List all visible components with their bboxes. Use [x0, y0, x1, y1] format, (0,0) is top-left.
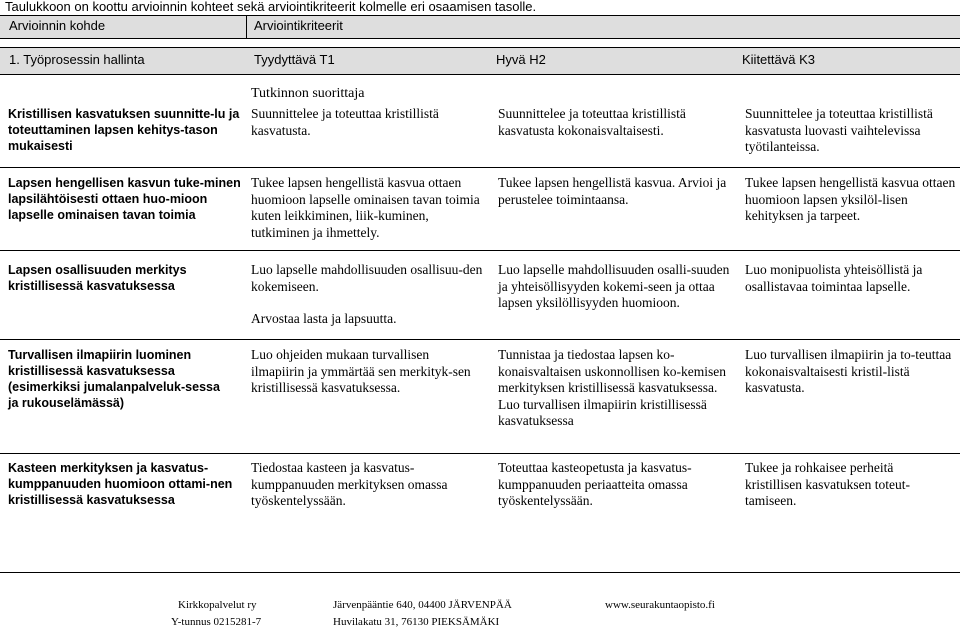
row1-h2 [498, 106, 730, 139]
row1-k3 [745, 106, 957, 156]
row4-h2-text-1: Tunnistaa ja tiedostaa lapsen ko-konaisvaltaisen uskonnollisen ko-kemisen merkityksen kristillisessä kasvatuksessa. [498, 347, 726, 395]
row3-h2 [498, 262, 730, 312]
criterion-3: Lapsen osallisuuden merkitys kristillisessä kasvatuksessa [8, 263, 187, 293]
rule-row-2 [0, 250, 960, 251]
level-k3-header: Kiitettävä K3 [742, 52, 815, 67]
row2-k3-text: Tukee lapsen hengellistä kasvua ottaen huomioon lapsen yksilöl-lisen kehityksen ja tarpeet. [745, 175, 956, 223]
rule-bottom [0, 572, 960, 573]
row5-h2-text: Toteuttaa kasteopetusta ja kasvatus-kumppanuuden periaatteita omassa työskentelyssään. [498, 460, 692, 508]
footer-address-1: Järvenpääntie 640, 04400 JÄRVENPÄÄ [333, 599, 512, 611]
row2-t1 [251, 175, 483, 241]
row4-k3 [745, 347, 957, 397]
footer-ytunnus: Y-tunnus 0215281-7 [171, 616, 262, 628]
rule-row-3 [0, 339, 960, 340]
row3-k3-text: Luo monipuolista yhteisöllistä ja osallistavaa toimintaa lapselle. [745, 262, 923, 294]
rule-top [0, 15, 960, 16]
row4-t1-text: Luo ohjeiden mukaan turvallisen ilmapiirin ja ymmärtää sen merkityk-sen kristillisessä kasvatuksessa. [251, 347, 471, 395]
criterion-1: Kristillisen kasvatuksen suunnitte-lu ja toteuttaminen lapsen kehitys-tason mukaisesti [8, 107, 240, 153]
row5-k3 [745, 460, 945, 510]
rule-row-1 [0, 167, 960, 168]
header-divider [246, 15, 247, 39]
row3-t1-text-1: Luo lapselle mahdollisuuden osallisuu-den kokemiseen. [251, 262, 483, 294]
row5-t1 [251, 460, 483, 510]
rule-header [0, 38, 960, 39]
criterion-4: Turvallisen ilmapiirin luominen kristillisessä kasvatuksessa (esimerkiksi jumalanpalveluk-sessa ja rukouselämässä) [8, 348, 220, 410]
row3-h2-text: Luo lapselle mahdollisuuden osalli-suuden ja yhteisöllisyyden kokemi-seen ja ottaa lapsen yksilöllisyyden huomioon. [498, 262, 730, 310]
row2-k3 [745, 175, 957, 225]
row2-h2-text: Tukee lapsen hengellistä kasvua. Arvioi ja perustelee toimintaansa. [498, 175, 727, 207]
rule-row-4 [0, 453, 960, 454]
performer-subheader: Tutkinnon suorittaja [251, 86, 365, 101]
table-header-bar [0, 16, 960, 38]
row1-k3-text: Suunnittelee ja toteuttaa kristillistä kasvatusta luovasti vaihtelevissa työtilanteissa. [745, 106, 933, 154]
criterion-2: Lapsen hengellisen kasvun tuke-minen lapsilähtöisesti ottaen huo-mioon lapselle ominaisen tavan toimia [8, 176, 241, 222]
level-t1-header: Tyydyttävä T1 [254, 52, 335, 67]
section-title: 1. Työprosessin hallinta [9, 52, 145, 67]
criterion-5: Kasteen merkityksen ja kasvatus-kumppanuuden huomioon ottami-nen kristillisessä kasvatuksessa [8, 461, 233, 507]
row1-h2-text: Suunnittelee ja toteuttaa kristillistä kasvatusta kokonaisvaltaisesti. [498, 106, 686, 138]
row1-t1 [251, 106, 481, 139]
footer-address-2: Huvilakatu 31, 76130 PIEKSÄMÄKI [333, 616, 500, 628]
row4-h2-text-2: Luo turvallisen ilmapiirin kristillisessä kasvatuksessa [498, 396, 707, 428]
row3-t1-text-2: Arvostaa lasta ja lapsuutta. [251, 311, 397, 326]
row5-t1-text: Tiedostaa kasteen ja kasvatus-kumppanuuden merkityksen omassa työskentelyssään. [251, 460, 448, 508]
row5-k3-text: Tukee ja rohkaisee perheitä kristillisen kasvatuksen toteut-tamiseen. [745, 460, 910, 508]
row3-t1 [251, 262, 483, 328]
row1-t1-text: Suunnittelee ja toteuttaa kristillistä kasvatusta. [251, 106, 439, 138]
col-header-target: Arvioinnin kohde [9, 18, 106, 33]
row3-k3 [745, 262, 957, 295]
row2-t1-text: Tukee lapsen hengellistä kasvua ottaen huomioon lapselle ominaisen tavan toimia kuten leikkiminen, liik-kuminen, tutkiminen ja ihmettely. [251, 175, 480, 240]
row4-t1 [251, 347, 483, 397]
rule-section [0, 47, 960, 48]
row2-h2 [498, 175, 730, 208]
level-h2-header: Hyvä H2 [496, 52, 546, 67]
footer-website[interactable]: www.seurakuntaopisto.fi [605, 599, 715, 611]
rule-section-bottom [0, 74, 960, 75]
intro-text: Taulukkoon on koottu arvioinnin kohteet sekä arviointikriteerit kolmelle eri osaamisen tasolle. [5, 0, 537, 14]
footer-org: Kirkkopalvelut ry [178, 599, 257, 611]
col-header-criteria: Arviointikriteerit [254, 18, 343, 33]
row4-k3-text: Luo turvallisen ilmapiirin ja to-teuttaa kokonaisvaltaisesti kristil-listä kasvatusta. [745, 347, 952, 395]
row5-h2 [498, 460, 730, 510]
row4-h2 [498, 347, 730, 430]
